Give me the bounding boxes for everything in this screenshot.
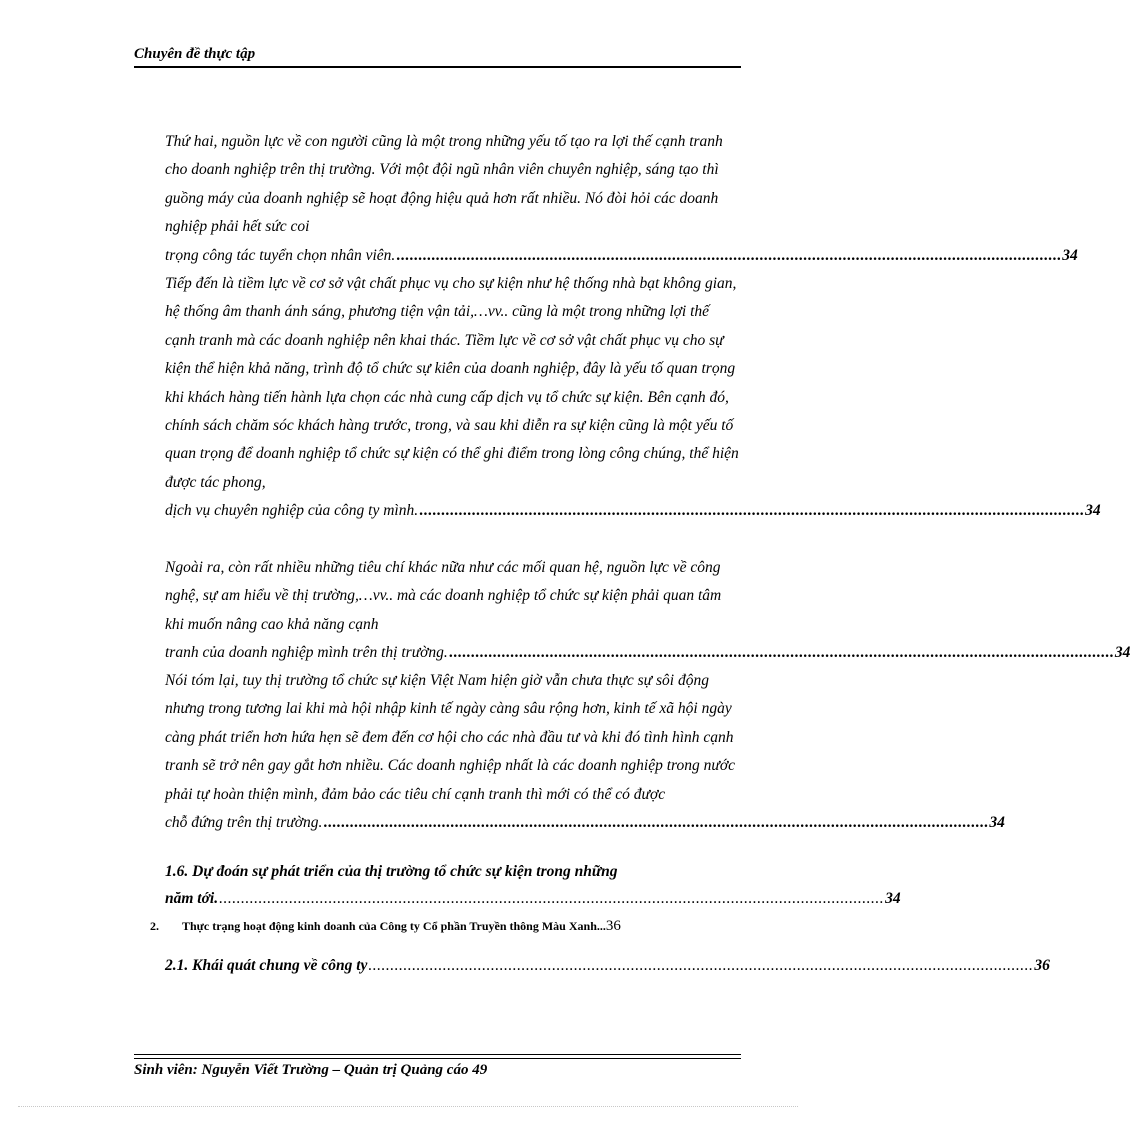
footer-text: Sinh viên: Nguyễn Viết Trường – Quản trị Quảng cáo 49: [134, 1062, 488, 1078]
toc-leader-dots: ...: [596, 919, 606, 933]
toc-leader-dots: ........................................................................................................................................................: [419, 502, 1085, 520]
toc-heading-2-1[interactable]: [165, 952, 1050, 979]
toc-leader-dots: ........................................................................................................................................................: [219, 890, 885, 907]
header-rule: [134, 66, 741, 68]
toc-entry-last-line: trọng công tác tuyển chọn nhân viên.: [165, 246, 396, 264]
toc-entry-human-resources[interactable]: [165, 128, 1078, 270]
toc-entry-last-line: chỗ đứng trên thị trường.: [165, 814, 323, 832]
toc-page-number: 34: [885, 890, 901, 907]
toc-heading-1-6[interactable]: [165, 858, 901, 912]
toc-entry-text: Nói tóm lại, tuy thị trường tổ chức sự kiện Việt Nam hiện giờ vẫn chưa thực sự sôi động nhưng trong tương lai khi mà hội nhập kinh tế ngày càng sâu rộng hơn, kinh tế xã hội ngày càng phát triển hơn hứa hẹn sẽ đem đến cơ hội cho các nhà đầu tư và khi đó tình hình cạnh tranh sẽ trở nên gay gắt hơn nhiều. Các doanh nghiệp nhất là các doanh nghiệp trong nước phải tự hoàn thiện mình, đảm bảo các tiêu chí cạnh tranh thì mới có thể có được: [165, 672, 735, 803]
header-title: Chuyên đề thực tập: [134, 46, 256, 62]
toc-page-number: 36: [605, 918, 621, 934]
toc-entry-summary[interactable]: [165, 667, 1005, 837]
toc-page-number: 34: [1114, 644, 1130, 662]
toc-page-number: 34: [1085, 502, 1101, 520]
toc-entry-facilities[interactable]: [165, 270, 1101, 526]
toc-entry-other-criteria[interactable]: [165, 554, 1130, 668]
toc-page-number: 36: [1034, 957, 1050, 974]
toc-entry-text: Ngoài ra, còn rất nhiều những tiêu chí khác nữa như các mối quan hệ, nguồn lực về công nghệ, sự am hiểu về thị trường,…vv.. mà các doanh nghiệp tổ chức sự kiện phải quan tâm khi muốn nâng cao khả năng cạnh: [165, 559, 722, 633]
toc-section-text: Thực trạng hoạt động kinh doanh của Công ty Cổ phần Truyền thông Màu Xanh: [182, 919, 597, 933]
toc-entry-last-line: dịch vụ chuyên nghiệp của công ty mình.: [165, 502, 419, 520]
toc-page-number: 34: [989, 814, 1005, 832]
toc-leader-dots: ........................................................................................................................................................: [368, 957, 1034, 974]
toc-section-number: 2.: [150, 919, 159, 933]
toc-page-number: 34: [1062, 246, 1078, 264]
toc-heading-text: 1.6. Dự đoán sự phát triển của thị trường tổ chức sự kiện trong những: [165, 863, 618, 880]
toc-leader-dots: ........................................................................................................................................................: [323, 814, 989, 832]
page-edge: [18, 1106, 798, 1107]
toc-entry-text: Thứ hai, nguồn lực về con người cũng là một trong những yếu tố tạo ra lợi thế cạnh tranh cho doanh nghiệp trên thị trường. Với một đội ngũ nhân viên chuyên nghiệp, sáng tạo thì guồng máy của doanh nghiệp sẽ hoạt động hiệu quả hơn rất nhiều. Nó đòi hỏi các doanh nghiệp phải hết sức coi: [165, 133, 723, 236]
footer-rule: [134, 1054, 741, 1055]
footer-rule: [134, 1058, 741, 1059]
toc-heading-text: 2.1. Khái quát chung về công ty: [165, 957, 368, 974]
toc-section-2[interactable]: [150, 918, 741, 935]
toc-entry-text: Tiếp đến là tiềm lực về cơ sở vật chất phục vụ cho sự kiện như hệ thống nhà bạt không gian, hệ thống âm thanh ánh sáng, phương tiện vận tải,…vv.. cũng là một trong những lợi thế cạnh tranh mà các doanh nghiệp nên khai thác. Tiềm lực về cơ sở vật chất phục vụ cho sự kiện thể hiện khả năng, trình độ tổ chức sự kiên của doanh nghiệp, đây là yếu tố quan trọng khi khách hàng tiến hành lựa chọn các nhà cung cấp dịch vụ tổ chức sự kiện. Bên cạnh đó, chính sách chăm sóc khách hàng trước, trong, và sau khi diễn ra sự kiện cũng là một yếu tố quan trọng để doanh nghiệp tổ chức sự kiện có thể ghi điểm trong lòng công chúng, thể hiện được tác phong,: [165, 275, 739, 491]
toc-entry-last-line: tranh của doanh nghiệp mình trên thị trường.: [165, 644, 448, 662]
toc-leader-dots: ........................................................................................................................................................: [448, 644, 1114, 662]
toc-heading-last-line: năm tới.: [165, 890, 219, 907]
toc-leader-dots: ........................................................................................................................................................: [396, 246, 1062, 264]
